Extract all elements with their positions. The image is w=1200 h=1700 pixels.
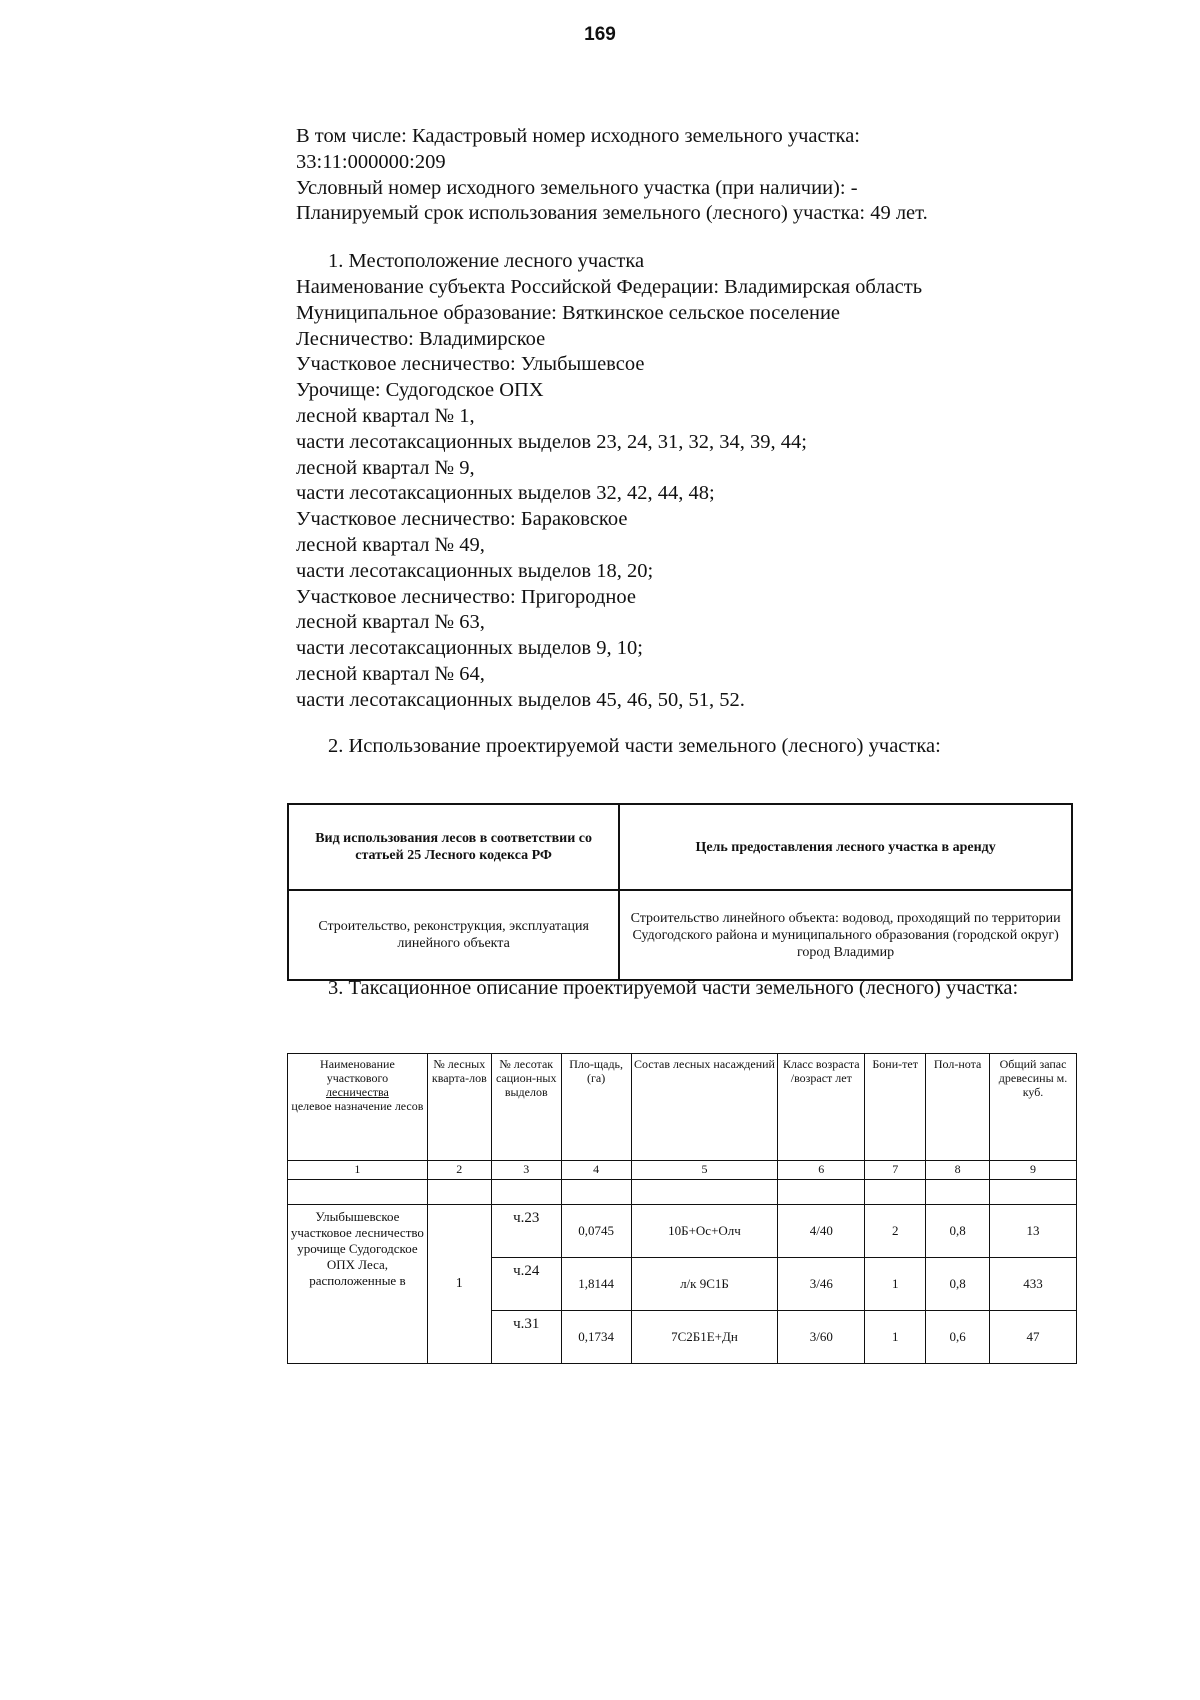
composition-cell: 7С2Б1Е+Дн	[631, 1311, 778, 1364]
section-1-title: Местоположение лесного участка	[348, 250, 645, 273]
section-1-line: лесной квартал № 49,	[296, 533, 485, 556]
header-bonitet: Бони-тет	[865, 1054, 926, 1161]
header-kvartal: № лесных кварта-лов	[427, 1054, 491, 1161]
header-stock: Общий запас древесины м. куб.	[990, 1054, 1077, 1161]
age-class-cell: 4/40	[778, 1205, 865, 1258]
area-cell: 0,0745	[561, 1205, 631, 1258]
vydel-cell: ч.23	[491, 1205, 561, 1258]
vydel-cell: ч.31	[491, 1311, 561, 1364]
column-number: 1	[288, 1161, 428, 1180]
column-number: 8	[926, 1161, 990, 1180]
page-number: 169	[584, 24, 616, 45]
section-3-heading	[328, 976, 1048, 1002]
column-number: 7	[865, 1161, 926, 1180]
usage-table-header-row	[288, 804, 1072, 890]
taxation-table	[287, 1053, 1077, 1364]
header-forestry-name-b: лесничества	[325, 1085, 389, 1099]
intro-line-4: Планируемый срок использования земельного (лесного) участка: 49 лет.	[296, 202, 928, 225]
kvartal-cell: 1	[427, 1205, 491, 1364]
section-1-heading	[296, 249, 1086, 275]
section-1-line: Муниципальное образование: Вяткинское сельское поселение	[296, 301, 841, 324]
usage-header-forest-use: Вид использования лесов в соответствии со статьей 25 Лесного кодекса РФ	[288, 804, 619, 890]
header-composition: Состав лесных насаждений	[631, 1054, 778, 1161]
section-1-line: лесной квартал № 9,	[296, 456, 475, 479]
taxation-header-row	[288, 1054, 1077, 1161]
usage-table-row	[288, 890, 1072, 980]
column-number: 5	[631, 1161, 778, 1180]
section-1-line: лесной квартал № 63,	[296, 611, 485, 634]
density-cell: 0,8	[926, 1258, 990, 1311]
section-1-line: лесной квартал № 1,	[296, 404, 475, 427]
age-class-cell: 3/46	[778, 1258, 865, 1311]
usage-header-purpose: Цель предоставления лесного участка в аренду	[619, 804, 1072, 890]
header-forestry-name-a: Наименование участкового	[320, 1057, 395, 1085]
column-number-row	[288, 1161, 1077, 1180]
header-density: Пол-нота	[926, 1054, 990, 1161]
header-forestry-name	[288, 1054, 428, 1161]
header-forestry-name-c: целевое назначение лесов	[291, 1099, 424, 1113]
usage-cell-purpose: Строительство линейного объекта: водовод, проходящий по территории Судогодского района и муниципального образования (городской округ) город Владимир	[619, 890, 1072, 980]
section-1-line: Урочище: Судогодское ОПХ	[296, 379, 544, 402]
header-area: Пло-щадь, (га)	[561, 1054, 631, 1161]
section-1-line: Наименование субъекта Российской Федерации: Владимирская область	[296, 275, 923, 298]
density-cell: 0,8	[926, 1205, 990, 1258]
bonitet-cell: 1	[865, 1258, 926, 1311]
bonitet-cell: 2	[865, 1205, 926, 1258]
forestry-location-cell: Улыбышевское участковое лесничество урочище Судогодское ОПХ Леса, расположенные в	[288, 1205, 428, 1364]
vydel-cell: ч.24	[491, 1258, 561, 1311]
age-class-cell: 3/60	[778, 1311, 865, 1364]
column-number: 9	[990, 1161, 1077, 1180]
section-1-line: части лесотаксационных выделов 32, 42, 44, 48;	[296, 482, 715, 505]
section-1-line: части лесотаксационных выделов 18, 20;	[296, 559, 654, 582]
area-cell: 0,1734	[561, 1311, 631, 1364]
section-1-line: Участковое лесничество: Пригородное	[296, 585, 636, 608]
section-3-number: 3.	[328, 977, 344, 999]
column-number: 4	[561, 1161, 631, 1180]
section-2-heading	[296, 734, 1086, 760]
table-row	[288, 1205, 1077, 1258]
section-2-title: Использование проектируемой части земельного (лесного) участка:	[348, 734, 941, 757]
section-2-number: 2.	[328, 734, 344, 757]
area-cell: 1,8144	[561, 1258, 631, 1311]
header-vydel: № лесотак сацион-ных выделов	[491, 1054, 561, 1161]
section-3-title: Таксационное описание проектируемой части земельного (лесного) участка:	[348, 977, 1019, 999]
intro-cadastral-number: 33:11:000000:209	[296, 150, 446, 173]
section-1-line: Лесничество: Владимирское	[296, 327, 546, 350]
section-1-number: 1.	[328, 250, 344, 273]
section-1-line: Участковое лесничество: Улыбышевсое	[296, 353, 645, 376]
stock-cell: 433	[990, 1258, 1077, 1311]
section-1-line: лесной квартал № 64,	[296, 662, 485, 685]
header-age-class: Класс возраста /возраст лет	[778, 1054, 865, 1161]
column-number: 3	[491, 1161, 561, 1180]
bonitet-cell: 1	[865, 1311, 926, 1364]
document-body	[296, 124, 1086, 759]
column-number: 2	[427, 1161, 491, 1180]
stock-cell: 47	[990, 1311, 1077, 1364]
intro-line-1: В том числе: Кадастровый номер исходного земельного участка:	[296, 125, 860, 147]
composition-cell: 10Б+Ос+Олч	[631, 1205, 778, 1258]
section-1-line: части лесотаксационных выделов 45, 46, 50, 51, 52.	[296, 688, 745, 711]
section-1-line: Участковое лесничество: Бараковское	[296, 508, 628, 531]
column-number: 6	[778, 1161, 865, 1180]
composition-cell: л/к 9С1Б	[631, 1258, 778, 1311]
intro-line-3: Условный номер исходного земельного участка (при наличии): -	[296, 176, 858, 199]
usage-table	[287, 803, 1073, 981]
spacer-row	[288, 1180, 1077, 1205]
section-1-line: части лесотаксационных выделов 23, 24, 31, 32, 34, 39, 44;	[296, 430, 807, 453]
usage-cell-forest-use: Строительство, реконструкция, эксплуатация линейного объекта	[288, 890, 619, 980]
density-cell: 0,6	[926, 1311, 990, 1364]
section-1-line: части лесотаксационных выделов 9, 10;	[296, 637, 643, 660]
stock-cell: 13	[990, 1205, 1077, 1258]
